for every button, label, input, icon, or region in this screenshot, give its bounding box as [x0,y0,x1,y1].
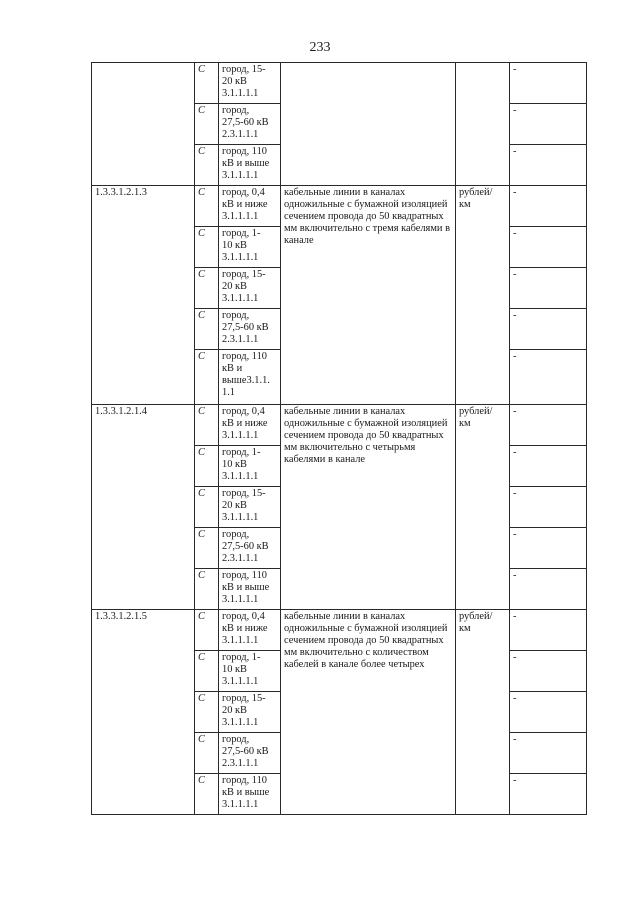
rate-value-cell: - [510,268,587,309]
item-code-cell: 1.3.3.1.2.1.4 [92,405,195,610]
rate-value-cell: - [510,309,587,350]
voltage-tier-cell: город, 27,5-60 кВ 2.3.1.1.1 [219,104,281,145]
category-letter-cell: С [195,63,219,104]
category-letter-cell: С [195,186,219,227]
rate-value-cell: - [510,104,587,145]
rate-value-cell: - [510,733,587,774]
voltage-tier-cell: город, 110 кВ и выше3.1.1. 1.1 [219,350,281,405]
voltage-tier-cell: город, 110 кВ и выше 3.1.1.1.1 [219,569,281,610]
category-letter-cell: С [195,145,219,186]
voltage-tier-cell: город, 15- 20 кВ 3.1.1.1.1 [219,63,281,104]
voltage-tier-cell: город, 110 кВ и выше 3.1.1.1.1 [219,145,281,186]
category-letter-cell: С [195,446,219,487]
voltage-tier-cell: город, 1- 10 кВ 3.1.1.1.1 [219,446,281,487]
category-letter-cell: С [195,487,219,528]
category-letter-cell: С [195,309,219,350]
voltage-tier-cell: город, 0,4 кВ и ниже 3.1.1.1.1 [219,610,281,651]
page-number: 233 [309,40,331,55]
description-cell: кабельные линии в каналах одножильные с бумажной изоляцией сечением провода до 50 квадратных мм включительно с количеством кабелей в канале более четырех [281,610,456,815]
category-letter-cell: С [195,569,219,610]
voltage-tier-cell: город, 1- 10 кВ 3.1.1.1.1 [219,227,281,268]
rate-value-cell: - [510,227,587,268]
category-letter-cell: С [195,528,219,569]
rate-value-cell: - [510,446,587,487]
unit-cell: рублей/ км [456,610,510,815]
item-code-cell [92,63,195,186]
item-code-cell: 1.3.3.1.2.1.3 [92,186,195,405]
rate-value-cell: - [510,774,587,815]
tariff-table [91,62,587,815]
unit-cell [456,63,510,186]
tariff-table-body [92,63,587,815]
category-letter-cell: С [195,227,219,268]
rate-value-cell: - [510,145,587,186]
category-letter-cell: С [195,104,219,145]
category-letter-cell: С [195,774,219,815]
voltage-tier-cell: город, 27,5-60 кВ 2.3.1.1.1 [219,528,281,569]
category-letter-cell: С [195,733,219,774]
category-letter-cell: С [195,350,219,405]
rate-value-cell: - [510,405,587,446]
rate-value-cell: - [510,186,587,227]
unit-cell: рублей/ км [456,405,510,610]
rate-value-cell: - [510,569,587,610]
rate-value-cell: - [510,528,587,569]
category-letter-cell: С [195,610,219,651]
description-cell: кабельные линии в каналах одножильные с бумажной изоляцией сечением провода до 50 квадратных мм включительно с четырьмя кабелями в канале [281,405,456,610]
category-letter-cell: С [195,651,219,692]
category-letter-cell: С [195,692,219,733]
table-row [92,610,587,651]
description-cell: кабельные линии в каналах одножильные с бумажной изоляцией сечением провода до 50 квадратных мм включительно с тремя кабелями в канале [281,186,456,405]
table-row [92,186,587,227]
voltage-tier-cell: город, 15- 20 кВ 3.1.1.1.1 [219,268,281,309]
voltage-tier-cell: город, 1- 10 кВ 3.1.1.1.1 [219,651,281,692]
voltage-tier-cell: город, 0,4 кВ и ниже 3.1.1.1.1 [219,405,281,446]
voltage-tier-cell: город, 0,4 кВ и ниже 3.1.1.1.1 [219,186,281,227]
table-row [92,63,587,104]
category-letter-cell: С [195,268,219,309]
rate-value-cell: - [510,610,587,651]
rate-value-cell: - [510,350,587,405]
voltage-tier-cell: город, 27,5-60 кВ 2.3.1.1.1 [219,733,281,774]
item-code-cell: 1.3.3.1.2.1.5 [92,610,195,815]
rate-value-cell: - [510,692,587,733]
description-cell [281,63,456,186]
rate-value-cell: - [510,487,587,528]
category-letter-cell: С [195,405,219,446]
voltage-tier-cell: город, 15- 20 кВ 3.1.1.1.1 [219,692,281,733]
unit-cell: рублей/ км [456,186,510,405]
rate-value-cell: - [510,63,587,104]
table-row [92,405,587,446]
voltage-tier-cell: город, 110 кВ и выше 3.1.1.1.1 [219,774,281,815]
voltage-tier-cell: город, 15- 20 кВ 3.1.1.1.1 [219,487,281,528]
rate-value-cell: - [510,651,587,692]
voltage-tier-cell: город, 27,5-60 кВ 2.3.1.1.1 [219,309,281,350]
